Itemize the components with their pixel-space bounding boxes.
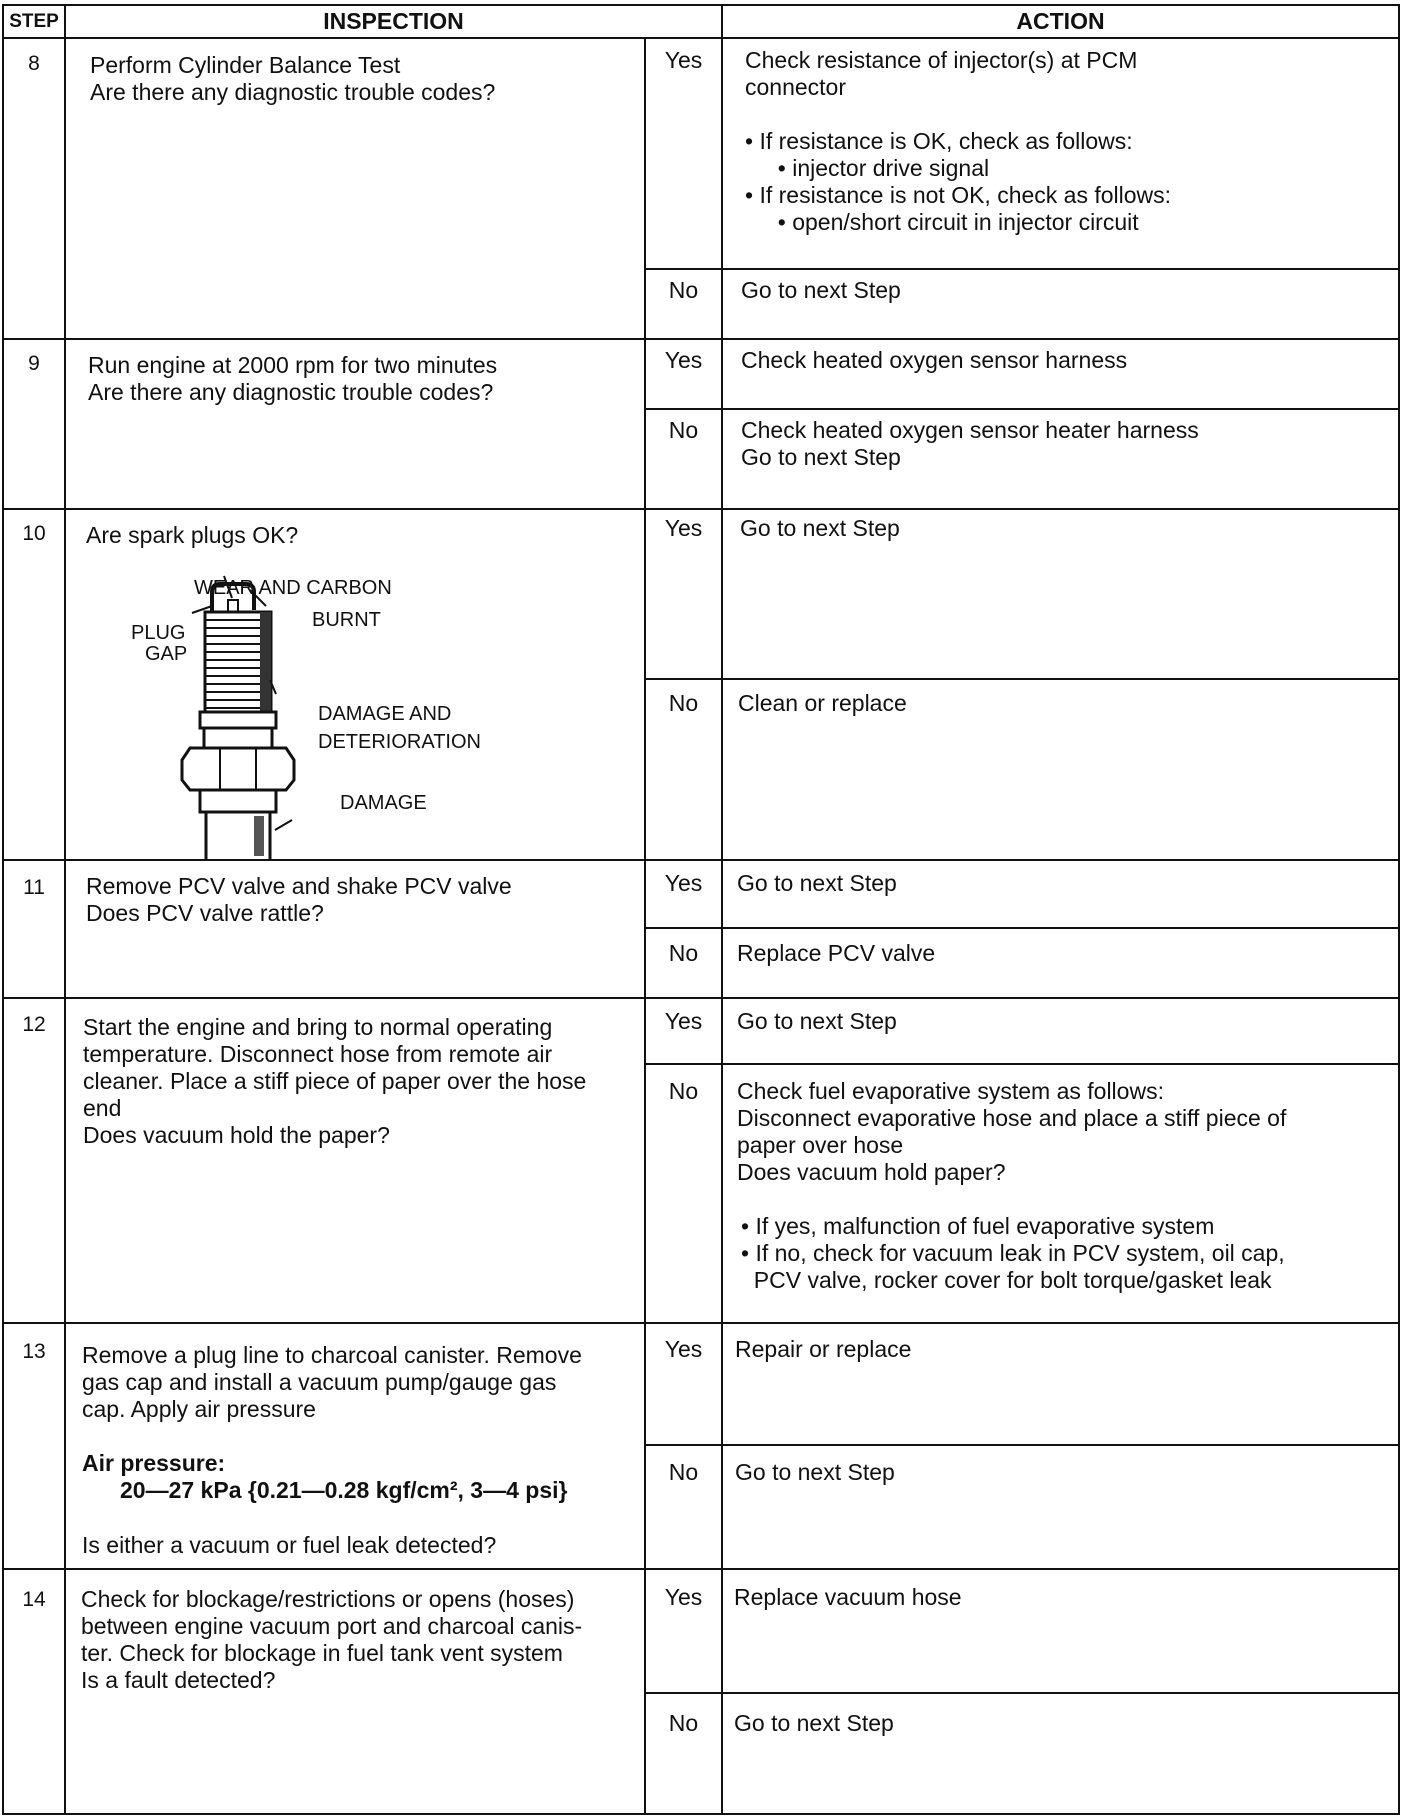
- action-bullet: • If resistance is OK, check as follows:: [745, 128, 1133, 154]
- figure-label: DAMAGE AND: [318, 703, 452, 725]
- action-line: Go to next Step: [735, 1459, 895, 1485]
- action-line: Check heated oxygen sensor harness: [741, 347, 1128, 373]
- action-line: Disconnect evaporative hose and place a stiff piece of: [737, 1105, 1287, 1131]
- table-right-border: [1398, 4, 1400, 1815]
- inspection-line: between engine vacuum port and charcoal canis-: [81, 1613, 583, 1639]
- action-line: Check fuel evaporative system as follows:: [737, 1078, 1164, 1104]
- action-line: Go to next Step: [740, 515, 900, 541]
- table-left-border: [2, 4, 4, 1815]
- inspection-line: Does vacuum hold the paper?: [83, 1122, 390, 1148]
- no-label: No: [668, 417, 699, 443]
- inspection-line: cleaner. Place a stiff piece of paper over the hose: [83, 1068, 587, 1094]
- inspection-line: Does PCV valve rattle?: [86, 900, 324, 926]
- step-number: 8: [28, 52, 40, 75]
- yes-no-divider: [644, 1063, 1400, 1065]
- header-step: STEP: [9, 11, 59, 32]
- inspection-line: Are spark plugs OK?: [86, 522, 299, 548]
- yes-no-divider: [644, 268, 1400, 270]
- inspection-question: Is either a vacuum or fuel leak detected?: [82, 1532, 497, 1558]
- inspection-line: cap. Apply air pressure: [82, 1396, 316, 1422]
- yes-label: Yes: [664, 870, 703, 896]
- step-number: 12: [22, 1013, 46, 1036]
- step-column-divider: [64, 4, 66, 1815]
- spec-value: 20—27 kPa {0.21—0.28 kgf/cm², 3—4 psi}: [120, 1477, 568, 1503]
- action-line: Does vacuum hold paper?: [737, 1159, 1006, 1185]
- step-number: 14: [22, 1588, 46, 1611]
- yes-label: Yes: [664, 347, 703, 373]
- header-inspection: INSPECTION: [323, 8, 464, 34]
- inspection-line: temperature. Disconnect hose from remote air: [83, 1041, 553, 1067]
- figure-label: GAP: [145, 643, 188, 665]
- action-bullet: • If resistance is not OK, check as follows:: [745, 182, 1172, 208]
- action-line: Go to next Step: [737, 1008, 897, 1034]
- spec-title: Air pressure:: [82, 1450, 226, 1476]
- no-label: No: [668, 940, 699, 966]
- yes-label: Yes: [664, 1008, 703, 1034]
- no-label: No: [668, 690, 699, 716]
- action-line: Repair or replace: [735, 1336, 912, 1362]
- inspection-line: Perform Cylinder Balance Test: [90, 52, 401, 78]
- yes-label: Yes: [664, 1584, 703, 1610]
- no-label: No: [668, 277, 699, 303]
- action-line: connector: [745, 74, 847, 100]
- yes-no-divider: [644, 678, 1400, 680]
- action-line: Check heated oxygen sensor heater harness: [741, 417, 1199, 443]
- inspection-line: Is a fault detected?: [81, 1667, 276, 1693]
- action-line: Replace PCV valve: [737, 940, 936, 966]
- action-bullet: • If yes, malfunction of fuel evaporative system: [741, 1213, 1215, 1239]
- action-line: Replace vacuum hose: [734, 1584, 962, 1610]
- inspection-line: ter. Check for blockage in fuel tank vent system: [81, 1640, 563, 1666]
- inspection-line: Check for blockage/restrictions or opens (hoses): [81, 1586, 575, 1612]
- action-sub-bullet: • open/short circuit in injector circuit: [765, 209, 1139, 235]
- step-number: 9: [28, 352, 40, 375]
- action-line: Check resistance of injector(s) at PCM: [745, 47, 1138, 73]
- table-bottom-border: [2, 1813, 1400, 1815]
- no-label: No: [668, 1078, 699, 1104]
- yes-no-divider: [644, 1444, 1400, 1446]
- answer-column-divider: [721, 4, 723, 1815]
- yes-no-divider: [644, 1692, 1400, 1694]
- header-action: ACTION: [1016, 8, 1105, 34]
- inspection-line: Run engine at 2000 rpm for two minutes: [88, 352, 498, 378]
- inspection-line: Remove a plug line to charcoal canister. Remove: [82, 1342, 582, 1368]
- step-number: 11: [23, 876, 45, 899]
- figure-label: DETERIORATION: [318, 731, 481, 753]
- action-line: Clean or replace: [738, 690, 907, 716]
- inspection-line: Start the engine and bring to normal operating: [83, 1014, 553, 1040]
- inspection-line: Are there any diagnostic trouble codes?: [88, 379, 494, 405]
- figure-label: WEAR AND CARBON: [194, 577, 392, 599]
- action-sub-bullet: • injector drive signal: [765, 155, 990, 181]
- figure-label: BURNT: [312, 609, 381, 631]
- inspection-line: Remove PCV valve and shake PCV valve: [86, 873, 512, 899]
- action-line: Go to next Step: [737, 870, 897, 896]
- figure-label: DAMAGE: [340, 792, 427, 814]
- yes-label: Yes: [664, 47, 703, 73]
- inspection-line: Are there any diagnostic trouble codes?: [90, 79, 496, 105]
- header-divider: [2, 37, 1400, 39]
- row-divider: [2, 1322, 1400, 1324]
- inspection-line: end: [83, 1095, 122, 1121]
- figure-label: PLUG: [131, 622, 186, 644]
- step-number: 13: [22, 1340, 46, 1363]
- row-divider: [2, 997, 1400, 999]
- yes-label: Yes: [664, 1336, 703, 1362]
- row-divider: [2, 1568, 1400, 1570]
- action-bullet: • If no, check for vacuum leak in PCV system, oil cap,: [741, 1240, 1285, 1266]
- action-line: Go to next Step: [741, 444, 901, 470]
- action-line: paper over hose: [737, 1132, 904, 1158]
- no-label: No: [668, 1710, 699, 1736]
- action-line: Go to next Step: [741, 277, 901, 303]
- no-label: No: [668, 1459, 699, 1485]
- yes-no-divider: [644, 927, 1400, 929]
- row-divider: [2, 508, 1400, 510]
- row-divider: [2, 338, 1400, 340]
- table-top-border: [2, 4, 1400, 6]
- action-bullet: PCV valve, rocker cover for bolt torque/gasket leak: [741, 1267, 1272, 1293]
- inspection-line: gas cap and install a vacuum pump/gauge gas: [82, 1369, 557, 1395]
- yes-label: Yes: [664, 515, 703, 541]
- step-number: 10: [22, 522, 46, 545]
- action-line: Go to next Step: [734, 1710, 894, 1736]
- yes-no-divider: [644, 408, 1400, 410]
